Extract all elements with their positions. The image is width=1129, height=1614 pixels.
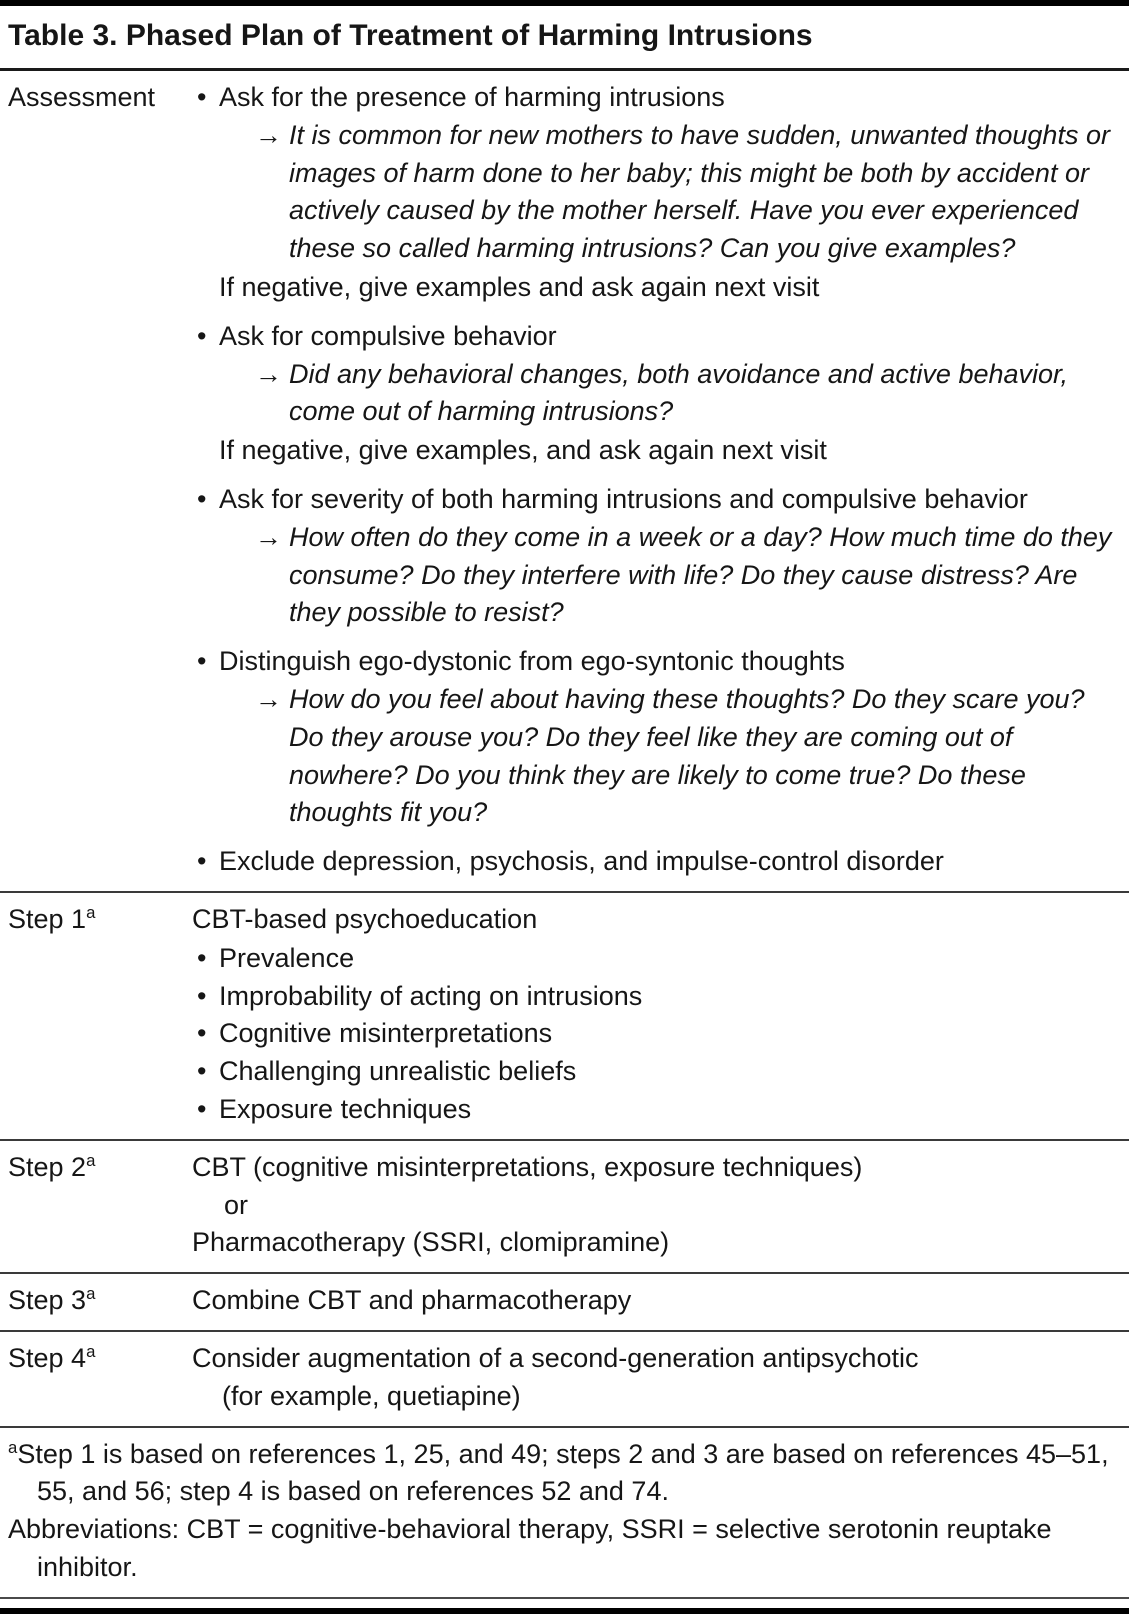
bullet-text: Prevalence	[219, 942, 355, 973]
row-label-text: Step 3	[8, 1285, 87, 1316]
footnote-text: Abbreviations: CBT = cognitive-behavioral therapy, SSRI = selective serotonin reuptake inhibitor.	[8, 1514, 1052, 1582]
step3-text: Combine CBT and pharmacotherapy	[192, 1285, 632, 1316]
step2-connector: or	[224, 1189, 249, 1220]
bullet-icon: •	[197, 1093, 207, 1124]
assessment-group	[192, 79, 1115, 307]
row-label-text: Step 2	[8, 1151, 87, 1182]
bullet-icon: •	[197, 980, 207, 1011]
bullet-icon: •	[197, 846, 207, 877]
step4-content	[192, 1340, 1129, 1416]
bottom-rule-thick	[0, 1608, 1129, 1614]
table-title: Table 3. Phased Plan of Treatment of Harming Intrusions	[0, 6, 1129, 71]
bullet-item	[192, 1053, 1115, 1091]
quote-line	[255, 356, 1115, 432]
row-label-text: Assessment	[8, 82, 156, 112]
quote-text: How often do they come in a week or a day? How much time do they consume? Do they interfere with life? Do they cause distress? Are they possible to resist?	[289, 521, 1112, 628]
bullet-item	[192, 318, 1115, 356]
footnote-marker: a	[86, 902, 96, 922]
step1-intro: CBT-based psychoeducation	[192, 903, 538, 934]
bullet-text: Improbability of acting on intrusions	[219, 980, 643, 1011]
arrow-right-icon: →	[255, 358, 282, 389]
table-footnotes	[0, 1428, 1129, 1595]
step2-option2: Pharmacotherapy (SSRI, clomipramine)	[192, 1227, 670, 1258]
bullet-item	[192, 978, 1115, 1016]
bullet-text: Cognitive misinterpretations	[219, 1018, 553, 1049]
row-label-step3	[0, 1282, 192, 1320]
footnote-marker: a	[86, 1341, 96, 1361]
row-label-step2	[0, 1149, 192, 1262]
step3-content	[192, 1282, 1129, 1320]
row-label-text: Step 1	[8, 903, 87, 934]
bullet-text: Challenging unrealistic beliefs	[219, 1056, 577, 1087]
step2-option1: CBT (cognitive misinterpretations, exposure techniques)	[192, 1151, 863, 1182]
note-text: If negative, give examples and ask again next visit	[219, 271, 820, 302]
bullet-text: Distinguish ego-dystonic from ego-syntonic thoughts	[219, 646, 845, 677]
bullet-item	[192, 1015, 1115, 1053]
footnote-text: Step 1 is based on references 1, 25, and 49; steps 2 and 3 are based on references 45–51, 55, and 56; step 4 is based on references 52 and 74.	[17, 1438, 1109, 1507]
assessment-content	[192, 79, 1129, 881]
bullet-item	[192, 481, 1115, 519]
row-label-step1	[0, 901, 192, 1129]
assessment-group	[192, 481, 1115, 632]
step1-row	[0, 893, 1129, 1141]
quote-line	[255, 681, 1115, 832]
row-label-assessment	[0, 79, 192, 881]
arrow-right-icon: →	[255, 683, 282, 714]
bullet-text: Exposure techniques	[219, 1093, 472, 1124]
step1-content	[192, 901, 1129, 1129]
footnote-marker: a	[86, 1284, 96, 1304]
assessment-row	[0, 71, 1129, 893]
arrow-right-icon: →	[255, 119, 282, 150]
step4-row	[0, 1332, 1129, 1428]
quote-text: Did any behavioral changes, both avoidance and active behavior, come out of harming intrusions?	[289, 358, 1069, 427]
assessment-group	[192, 643, 1115, 832]
note-text: If negative, give examples, and ask again next visit	[219, 435, 827, 466]
bottom-rule-thin	[0, 1597, 1129, 1599]
quote-text: It is common for new mothers to have sudden, unwanted thoughts or images of harm done to her baby; this might be both by accident or actively caused by the mother herself. Have you ever experienced these so called harming intrusions? Can you give examples?	[289, 119, 1110, 264]
bullet-text: Ask for severity of both harming intrusions and compulsive behavior	[219, 483, 1028, 514]
step4-line1: Consider augmentation of a second-generation antipsychotic	[192, 1342, 919, 1373]
assessment-group	[192, 318, 1115, 470]
bullet-icon: •	[197, 82, 207, 112]
bullet-icon: •	[197, 942, 207, 973]
step4-line2: (for example, quetiapine)	[222, 1380, 521, 1411]
bullet-icon: •	[197, 1018, 207, 1049]
bullet-icon: •	[197, 483, 207, 514]
step2-content	[192, 1149, 1129, 1262]
arrow-right-icon: →	[255, 521, 282, 552]
footnote-marker: a	[86, 1150, 96, 1170]
bullet-item	[192, 79, 1115, 117]
bullet-item	[192, 1091, 1115, 1129]
assessment-group	[192, 843, 1115, 881]
quote-line	[255, 519, 1115, 632]
quote-text: How do you feel about having these thoughts? Do they scare you? Do they arouse you? Do they feel like they are coming out of nowhere? Do you think they are likely to come true? Do these thoughts fit you?	[289, 683, 1085, 828]
quote-line	[255, 117, 1115, 268]
step3-row	[0, 1274, 1129, 1332]
bullet-icon: •	[197, 1056, 207, 1087]
bullet-item	[192, 843, 1115, 881]
footnote-references	[8, 1436, 1117, 1512]
bullet-icon: •	[197, 320, 207, 351]
footnote-marker: a	[8, 1437, 18, 1457]
bullet-text: Exclude depression, psychosis, and impulse-control disorder	[219, 846, 944, 877]
bullet-text: Ask for compulsive behavior	[219, 320, 557, 351]
row-label-step4	[0, 1340, 192, 1416]
bullet-icon: •	[197, 646, 207, 677]
bullet-text: Ask for the presence of harming intrusions	[219, 82, 725, 112]
step2-row	[0, 1141, 1129, 1274]
row-label-text: Step 4	[8, 1342, 87, 1373]
bullet-item	[192, 940, 1115, 978]
bullet-item	[192, 643, 1115, 681]
footnote-abbreviations	[8, 1511, 1117, 1587]
